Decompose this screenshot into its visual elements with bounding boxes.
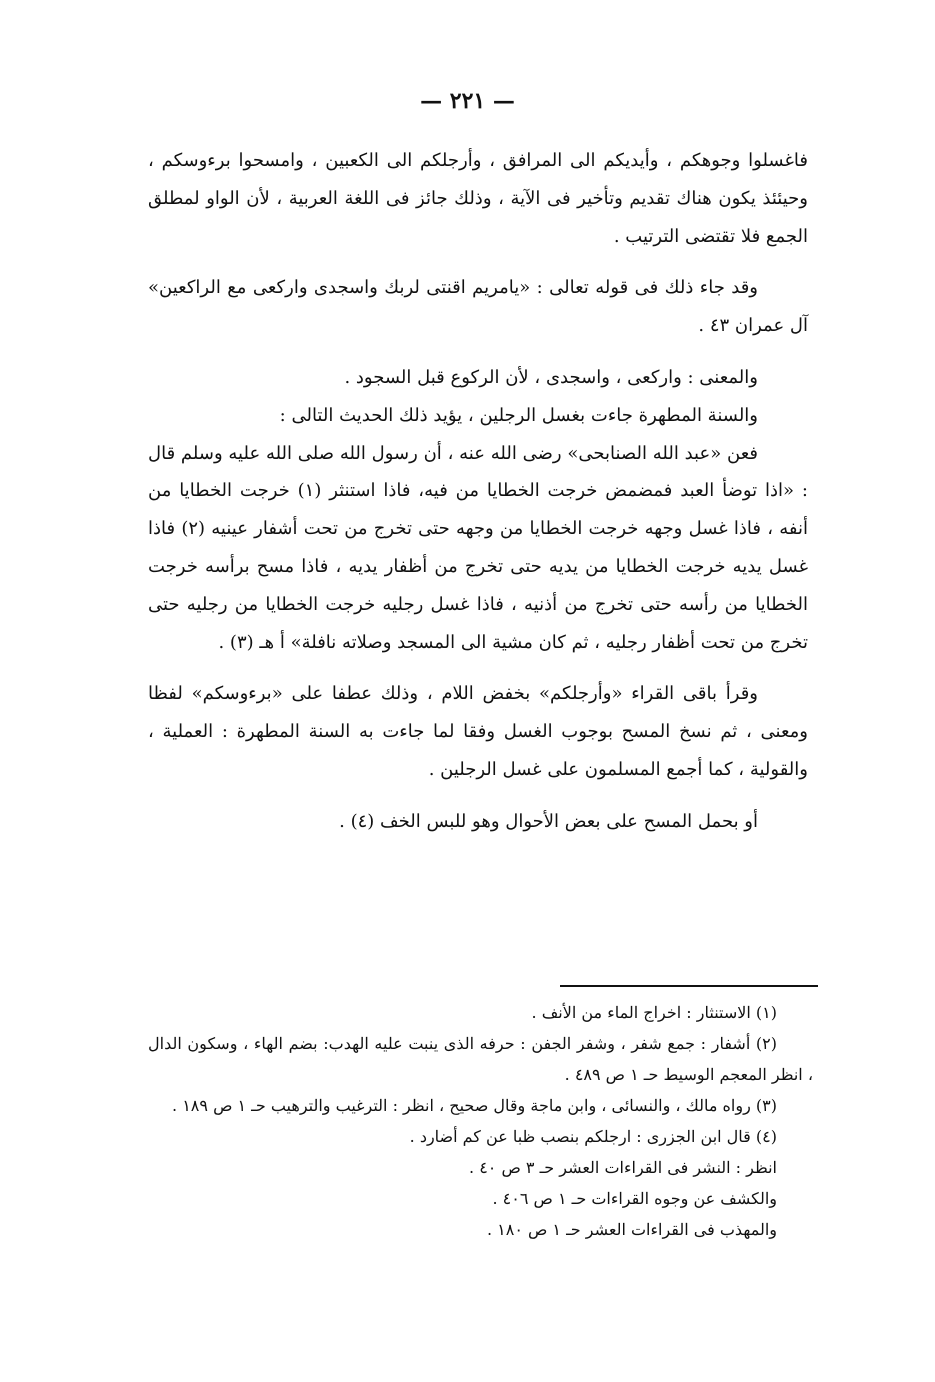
- paragraph: وقرأ باقى القراء «وأرجلكم» بخفض اللام ، وذلك عطفا على «برءوسكم» لفظا ومعنى ، ثم نسخ المسح بوجوب الغسل وفقا لما جاءت به السنة المطهرة : العملية ، والقولية ، كما أجمع المسلمون على غسل الرجلين .: [148, 683, 808, 780]
- footnote-reference: انظر : النشر فى القراءات العشر حـ ٣ ص ٤٠ .: [469, 1158, 777, 1177]
- paragraph: أو بحمل المسح على بعض الأحوال وهو للبس الخف (٤) .: [339, 810, 758, 832]
- paragraph: والسنة المطهرة جاءت بغسل الرجلين ، يؤيد ذلك الحديث التالى :: [279, 404, 758, 426]
- page-number: — ٢٢١ —: [420, 88, 515, 114]
- footnote: (٣) رواه مالك ، والنسائى ، وابن ماجة وقال صحيح ، انظر : الترغيب والترهيب حـ ١ ص ١٨٩ .: [172, 1096, 777, 1115]
- paragraph: فعن «عبد الله الصنابحى» رضى الله عنه ، أن رسول الله صلى الله عليه وسلم قال : «اذا توضأ العبد فمضمض خرجت الخطايا من فيه، فاذا استنثر (١) خرجت الخطايا من أنفه ، فاذا غسل وجهه خرجت الخطايا من وجهه حتى تخرج من تحت أشفار عينيه (٢) فاذا غسل يديه خرجت الخطايا من يديه حتى تخرج من أظفار يديه ، فاذا مسح برأسه خرجت الخطايا من رأسه حتى تخرج من أذنيه ، فاذا غسل رجليه خرجت الخطايا من رجليه حتى تخرج من تحت أظفار رجليه ، ثم كان مشية الى المسجد وصلاته نافلة» أ هـ (٣) .: [148, 442, 808, 653]
- paragraph: فاغسلوا وجوهكم ، وأيديكم الى المرافق ، وأرجلكم الى الكعبين ، وامسحوا برءوسكم ، وحيئئذ يكون هناك تقديم وتأخير فى الآية ، وذلك جائز فى اللغة العربية ، لأن الواو لمطلق الجمع فلا تقتضى الترتيب .: [148, 150, 808, 247]
- footnote-divider: [560, 985, 818, 987]
- paragraph: والمعنى : واركعى ، واسجدى ، لأن الركوع قبل السجود .: [344, 366, 758, 388]
- footnote-reference: والمهذب فى القراءات العشر حـ ١ ص ١٨٠ .: [486, 1220, 777, 1239]
- body-text: [148, 142, 808, 841]
- footnote-reference: والكشف عن وجوه القراءات حـ ١ ص ٤٠٦ .: [492, 1189, 777, 1208]
- footnotes: [148, 997, 813, 1245]
- paragraph: وقد جاء ذلك فى قوله تعالى : «يامريم اقنتى لربك واسجدى واركعى مع الراكعين» آل عمران ٤٣ .: [148, 277, 808, 337]
- footnote: (٢) أشفار : جمع شفر ، وشفر الجفن : حرفه الذى ينبت عليه الهدب: بضم الهاء ، وسكون الدال ، انظر المعجم الوسيط حـ ١ ص ٤٨٩ .: [148, 1034, 813, 1084]
- footnote: (٤) قال ابن الجزرى : ارجلكم بنصب ظبا عن كم أضارد .: [409, 1127, 777, 1146]
- footnote: (١) الاستنثار : اخراج الماء من الأنف .: [531, 1003, 777, 1022]
